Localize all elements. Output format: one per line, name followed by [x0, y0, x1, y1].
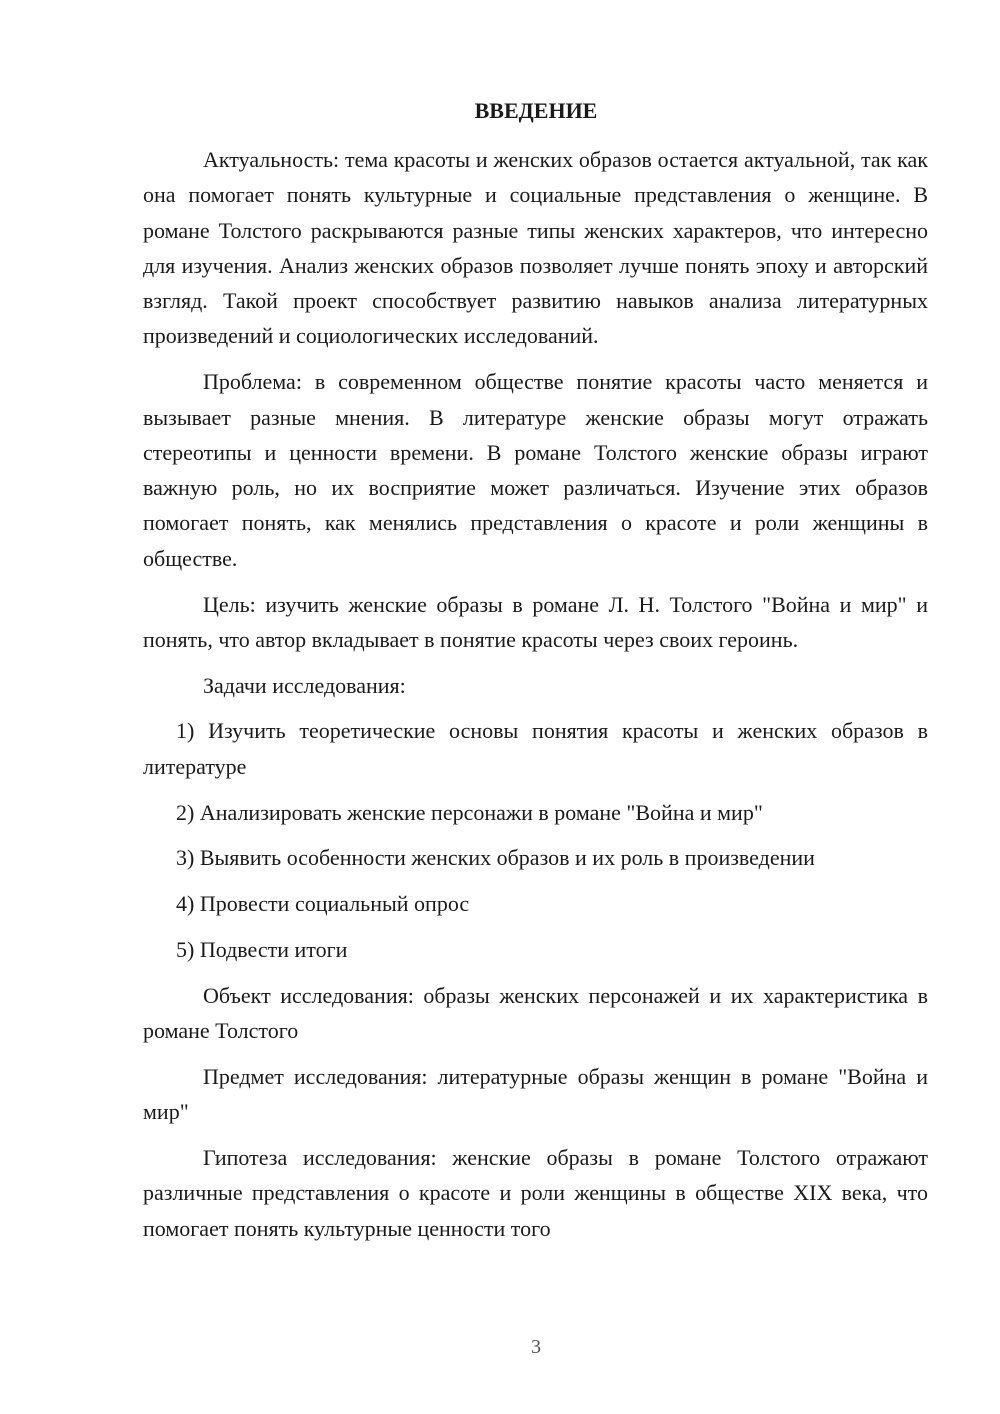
task-item: 1) Изучить теоретические основы понятия красоты и женских образов в литературе [143, 718, 928, 779]
tasks-heading: Задачи исследования: [203, 672, 406, 698]
task-item: 2) Анализировать женские персонажи в романе "Война и мир" [176, 799, 763, 825]
task-item: 4) Провести социальный опрос [176, 891, 470, 917]
task-item: 5) Подвести итоги [176, 936, 348, 962]
page-title: ВВЕДЕНИЕ [474, 98, 598, 123]
object-paragraph: Объект исследования: образы женских персонажей и их характеристика в романе Толстого [143, 982, 928, 1044]
subject-paragraph: Предмет исследования: литературные образы женщин в романе "Война и мир" [143, 1063, 928, 1125]
relevance-paragraph: Актуальность: тема красоты и женских образов остается актуальной, так как она помогает понять культурные и социальные представления о женщине. В романе Толстого раскрываются разные типы женских характеров, что интересно для изучения. Анализ женских образов позволяет лучше понять эпоху и авторский взгляд. Такой проект способствует развитию навыков анализа литературных произведений и социологических исследований. [143, 147, 928, 349]
hypothesis-paragraph: Гипотеза исследования: женские образы в романе Толстого отражают различные представления о красоте и роли женщины в обществе XIX века, что помогает понять культурные ценности того [143, 1144, 928, 1241]
task-item: 3) Выявить особенности женских образов и их роль в произведении [176, 845, 815, 871]
document-body [143, 142, 928, 1256]
goal-paragraph: Цель: изучить женские образы в романе Л. Н. Толстого "Война и мир" и понять, что автор вкладывает в понятие красоты через своих героинь. [143, 591, 928, 652]
page-number: 3 [531, 1336, 541, 1358]
problem-paragraph: Проблема: в современном обществе понятие красоты часто меняется и вызывает разные мнения. В литературе женские образы могут отражать стереотипы и ценности времени. В романе Толстого женские образы играют важную роль, но их восприятие может различаться. Изучение этих образов помогает понять, как менялись представления о красоте и роли женщины в обществе. [143, 369, 928, 571]
